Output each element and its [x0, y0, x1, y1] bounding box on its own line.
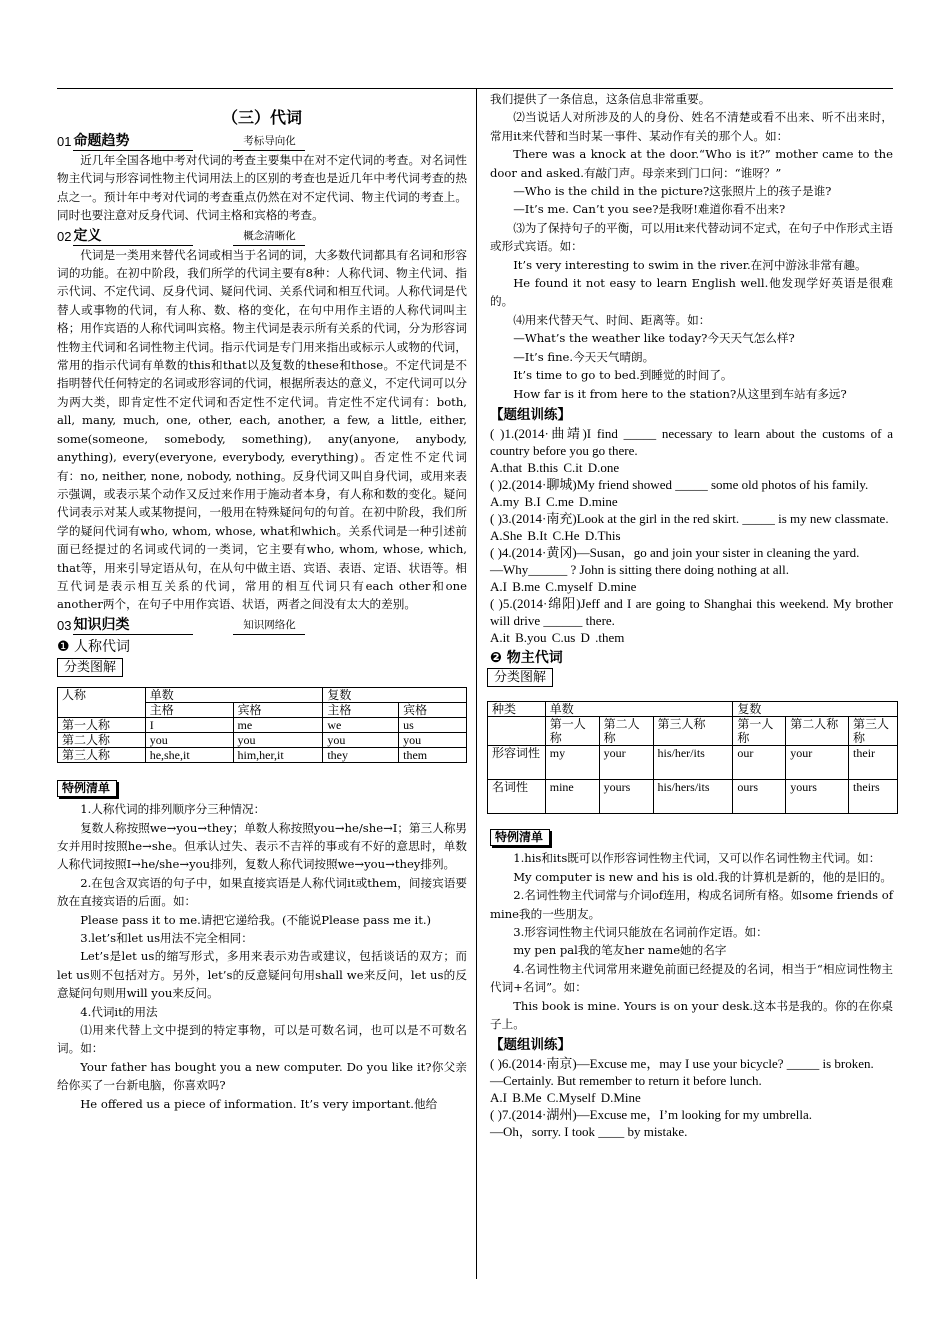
text-line: my pen pal我的笔友her name她的名字 [513, 943, 727, 958]
table-cell: 第二人称 [58, 732, 146, 747]
possessive-pronoun-table [487, 701, 898, 814]
text-line: —What’s the weather like today?今天天气怎么样? [513, 331, 795, 346]
table-cell: them [399, 747, 467, 762]
special-p1: 1.人称代词的排列顺序分三种情况： [80, 802, 266, 817]
special-p7: 4.代词it的用法 [80, 1004, 158, 1019]
table-cell: mine [545, 779, 599, 813]
section-name: 命题趋势 [73, 132, 193, 151]
table-header: 主格 [323, 702, 399, 717]
table-row [58, 747, 467, 762]
text-line: 我们提供了一条信息，这条信息非常重要。 [490, 92, 711, 106]
table-cell [488, 716, 546, 745]
section-tag: 考标导向化 [233, 132, 305, 151]
table-row [58, 732, 467, 747]
special-p9: Your father has bought you a new computer. Do you like it?你父亲给你买了一台新电脑，你喜欢吗? [57, 1059, 467, 1093]
question-2-options: A.my B.I C.me D.mine [490, 493, 618, 509]
section-01-header [57, 132, 467, 151]
table-cell: I [145, 717, 233, 732]
table-row [488, 745, 898, 779]
text-line: 2.名词性物主代词常与介词of连用，构成名词所有格。如some friends of mine我的一些朋友。 [490, 888, 893, 921]
table-cell: he,she,it [145, 747, 233, 762]
question-1-options: A.that B.this C.it D.one [490, 459, 620, 475]
table-header: 宾格 [399, 702, 467, 717]
drill-heading: 【题组训练】 [490, 406, 571, 423]
question-5-options: A.it B.you C.us D .them [490, 629, 625, 645]
table-header: 复数 [733, 701, 898, 716]
text-line: 1.his和its既可以作形容词性物主代词，又可以作名词性物主代词。如： [513, 851, 881, 866]
section-name: 知识归类 [73, 616, 193, 635]
table-header: 第二人称 [599, 716, 653, 745]
personal-pronoun-table [57, 687, 467, 763]
special-list-label: 特例清单 [490, 829, 550, 846]
text-line: How far is it from here to the station?从这里到车站有多远? [513, 386, 847, 401]
table-header: 第一人称 [545, 716, 599, 745]
column-divider [476, 89, 477, 1279]
table-header: 复数 [323, 687, 467, 702]
text-line: It’s very interesting to swim in the river.在河中游泳非常有趣。 [513, 257, 867, 272]
table-header: 第二人称 [786, 716, 849, 745]
question-1: ( )1.(2014·曲靖)I find _____ necessary to learn about the customs of a country before you go there. [490, 425, 893, 458]
section-number: 01 [57, 134, 72, 149]
possessive-pronoun-heading: ❷ 物主代词 [490, 649, 563, 666]
section-name: 定义 [73, 227, 193, 246]
table-cell: yours [599, 779, 653, 813]
table-row [58, 717, 467, 732]
table-cell: you [399, 732, 467, 747]
diagram-label: 分类图解 [57, 658, 123, 677]
text-line: —It’s fine.今天天气晴朗。 [513, 349, 655, 364]
right-column [490, 90, 893, 1140]
text-line: He found it not easy to learn English well.他发现学好英语是很难的。 [490, 276, 893, 309]
table-cell: him,her,it [233, 747, 323, 762]
question-4-options: A.I B.me C.myself D.mine [490, 578, 637, 594]
question-7: ( )7.(2014·湖州)—Excuse me，I’m looking for my umbrella. [490, 1107, 813, 1123]
text-line: It’s time to go to bed.到睡觉的时间了。 [513, 368, 733, 383]
special-p5: 3.let’s和let us用法不完全相同： [80, 931, 253, 945]
text-line: ⑷用来代替天气、时间、距离等。如： [513, 312, 711, 327]
table-cell: you [233, 732, 323, 747]
question-6-options: A.I B.Me C.Myself D.Mine [490, 1090, 641, 1106]
section-tag: 知识网络化 [233, 616, 305, 635]
question-5: ( )5.(2014·绵阳)Jeff and I are going to Shanghai this weekend. My brother will drive ______ there. [490, 595, 893, 628]
table-header: 种类 [488, 701, 546, 716]
special-p2: 复数人称按照we→you→they；单数人称按照you→he/she→I；第三人称男女并用时按照he→she。但承认过失、表示不吉祥的事或有不好的意思时，单数人称代词按照I→he/she→you排列，复数人称代词按照we→you→they排列。 [57, 820, 467, 872]
table-cell: you [323, 732, 399, 747]
table-cell: 形容词性 [488, 745, 546, 779]
question-4: ( )4.(2014·黄冈)—Susan，go and join your sister in cleaning the yard. [490, 544, 860, 560]
table-cell: 名词性 [488, 779, 546, 813]
section-tag: 概念清晰化 [233, 227, 305, 246]
text-line: This book is mine. Yours is on your desk.这本书是我的。你的在你桌子上。 [490, 998, 893, 1031]
text-line: 4.名词性物主代词常用来避免前面已经提及的名词，相当于“相应词性物主代词+名词”。如： [490, 961, 893, 995]
definition-paragraph: 代词是一类用来替代名词或相当于名词的词，大多数代词都具有名词和形容词的功能。在初中阶段，我们所学的代词主要有8种：人称代词、物主代词、指示代词、不定代词、反身代词、疑问代词、关系代词和相互代词。人称代词是代替人或事物的代词，有人称、数、格的变化，在句中用作主语的人称代词叫主格；用作宾语的人称代词叫宾格。物主代词是表示所有关系的代词，分为形容词性物主代词和名词性物主代词。指示代词是专门用来指出或标示人或物的代词，常用的指示代词有单数的this和that以及复数的these和those。不定代词是不指明替代任何特定的名词或形容词的代词，根据所表达的意义，不定代词可以分为两大类，即肯定性不定代词和否定性不定代词。肯定性不定代词有：both, all, many, much, one, other, each, another, a few, a little, either, some(someone, somebody, something), any(anyone, anybody, anything), every(everyone, everybody, everything)。否定性不定代词有：no, neither, none, nobody, nothing。反身代词又叫自身代词，或用来表示强调，或表示某个动作又反过来作用于施动者本身，有人称和数的变化。疑问代词表示对某人或某物提问，一般用在特殊疑问句的句首。在初中阶段，我们所学的疑问代词有who, whom, whose, what和which。关系代词是一种引述前面已经提过的名词或代词的一类词，它主要有who, whom, whose, which, that等，用来引导定语从句，在从句中做主语、宾语、表语、定语、状语等。相互代词是表示相互关系的代词，常用的相互代词只有each other和one another两个，在句子中用作宾语、状语，两者之间没有太大的差别。 [57, 247, 467, 612]
special-p10: He offered us a piece of information. It’s very important.他给 [80, 1096, 438, 1111]
left-column [57, 90, 467, 1113]
table-header: 主格 [145, 702, 233, 717]
text-line: My computer is new and his is old.我的计算机是新的，他的是旧的。 [513, 869, 893, 884]
top-rule [57, 88, 893, 89]
text-line: ⑵当说话人对所涉及的人的身份、姓名不清楚或看不出来、听不出来时，常用it来代替和当时某一事件、某动作有关的那个人。如： [490, 110, 893, 143]
page-title: （三）代词 [221, 108, 302, 127]
table-header: 第三人称 [653, 716, 733, 745]
question-4-reply: —Why______ ? John is sitting there doing nothing at all. [490, 561, 789, 577]
section-number: 02 [57, 228, 72, 244]
table-header: 第一人称 [733, 716, 786, 745]
special-list-label: 特例清单 [57, 780, 117, 797]
text-line: 3.形容词性物主代词只能放在名词前作定语。如： [513, 924, 768, 939]
question-2: ( )2.(2014·聊城)My friend showed _____ some old photos of his family. [490, 476, 869, 492]
table-cell: our [733, 745, 786, 779]
special-p8: ⑴用来代替上文中提到的特定事物，可以是可数名词，也可以是不可数名词。如： [57, 1023, 467, 1056]
table-cell: you [145, 732, 233, 747]
section-03-header [57, 616, 467, 635]
table-header: 单数 [545, 701, 733, 716]
drill-heading: 【题组训练】 [490, 1037, 571, 1054]
table-cell: 第一人称 [58, 717, 146, 732]
table-cell: we [323, 717, 399, 732]
personal-pronoun-heading: ❶ 人称代词 [57, 638, 131, 655]
table-cell: theirs [849, 779, 898, 813]
section-number: 03 [57, 617, 72, 633]
question-7-reply: —Oh，sorry. I took ____ by mistake. [490, 1124, 688, 1140]
text-line: There was a knock at the door.“Who is it?” mother came to the door and asked.有敲门声。母亲来到门口问：“谁呀？” [490, 147, 893, 180]
table-cell: my [545, 745, 599, 779]
table-cell: they [323, 747, 399, 762]
diagram-label: 分类图解 [487, 668, 553, 687]
table-cell: your [786, 745, 849, 779]
table-header: 人称 [58, 687, 146, 717]
special-p4: Please pass it to me.请把它递给我。(不能说Please pass me it.) [80, 912, 432, 927]
table-cell: their [849, 745, 898, 779]
table-cell: his/hers/its [653, 779, 733, 813]
trend-paragraph: 近几年全国各地中考对代词的考查主要集中在对不定代词的考查。对名词性物主代词与形容词性物主代词用法上的区别的考查也是近几年中考代词考查的热点之一。预计年中考对代词的考查重点仍然在对不定代词、物主代词的考查上。同时也要注意对反身代词、代词主格和宾格的考查。 [57, 153, 467, 223]
question-3-options: A.She B.It C.He D.This [490, 527, 621, 543]
text-line: —It’s me. Can’t you see?是我呀!难道你看不出来? [513, 202, 786, 217]
table-cell: his/her/its [653, 745, 733, 779]
section-02-header [57, 227, 467, 246]
table-cell: your [599, 745, 653, 779]
text-line: ⑶为了保持句子的平衡，可以用it来代替动词不定式，在句子中作形式主语或形式宾语。如： [490, 220, 893, 254]
table-cell: me [233, 717, 323, 732]
table-header: 单数 [145, 687, 323, 702]
special-p3: 2.在包含双宾语的句子中，如果直接宾语是人称代词it或them，间接宾语要放在直接宾语的后面。如： [57, 875, 467, 909]
table-header: 宾格 [233, 702, 323, 717]
question-6-reply: —Certainly. But remember to return it before lunch. [490, 1073, 762, 1089]
special-p6: Let’s是let us的缩写形式，多用来表示劝告或建议，包括谈话的双方；而let us则不包括对方。另外，let’s的反意疑问句用shall we来反问，let us的反意疑问句则用will you来反问。 [57, 949, 467, 1001]
question-6: ( )6.(2014·南京)—Excuse me，may I use your bicycle? _____ is broken. [490, 1056, 874, 1072]
table-header: 第三人称 [849, 716, 898, 745]
table-row [488, 779, 898, 813]
table-cell: yours [786, 779, 849, 813]
table-cell: us [399, 717, 467, 732]
table-cell: 第三人称 [58, 747, 146, 762]
table-cell: ours [733, 779, 786, 813]
question-3: ( )3.(2014·南充)Look at the girl in the red skirt. _____ is my new classmate. [490, 510, 889, 526]
text-line: —Who is the child in the picture?这张照片上的孩子是谁? [513, 184, 832, 199]
